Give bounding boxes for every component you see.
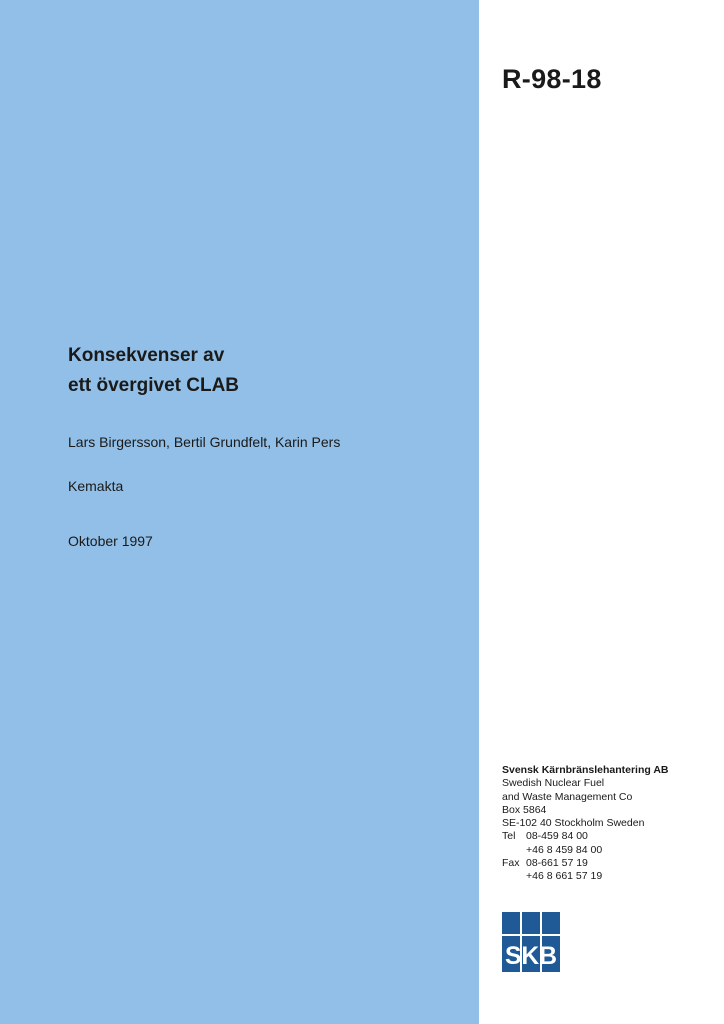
contact-value: +46 8 661 57 19 <box>526 870 603 883</box>
authors: Lars Birgersson, Bertil Grundfelt, Karin Pers <box>68 434 341 450</box>
publisher-block <box>502 764 712 884</box>
publisher-line: and Waste Management Co <box>502 790 633 803</box>
contact-value: 08-661 57 19 <box>526 857 588 870</box>
contact-value: 08-459 84 00 <box>526 830 588 843</box>
contact-row <box>502 844 712 857</box>
title-line-1: Konsekvenser av <box>68 345 225 366</box>
contact-label <box>502 870 526 883</box>
contact-label: Tel <box>502 830 516 843</box>
publisher-line: Swedish Nuclear Fuel <box>502 777 605 790</box>
report-title <box>68 341 468 401</box>
contact-row <box>502 857 712 870</box>
publication-date: Oktober 1997 <box>68 533 153 549</box>
publisher-line: SE-102 40 Stockholm Sweden <box>502 817 645 830</box>
publisher-company: Svensk Kärnbränslehantering AB <box>502 764 669 776</box>
title-line-2: ett övergivet CLAB <box>68 375 240 396</box>
organization: Kemakta <box>68 478 124 494</box>
report-number: R-98-18 <box>502 64 602 94</box>
skb-logo <box>502 912 560 972</box>
publisher-line: Box 5864 <box>502 803 547 816</box>
contact-value: +46 8 459 84 00 <box>526 843 603 856</box>
contact-label <box>502 844 526 857</box>
contact-row <box>502 870 712 883</box>
logo-band <box>502 934 560 936</box>
contact-label: Fax <box>502 857 520 870</box>
contact-row <box>502 830 712 843</box>
logo-text: SKB <box>505 942 557 970</box>
